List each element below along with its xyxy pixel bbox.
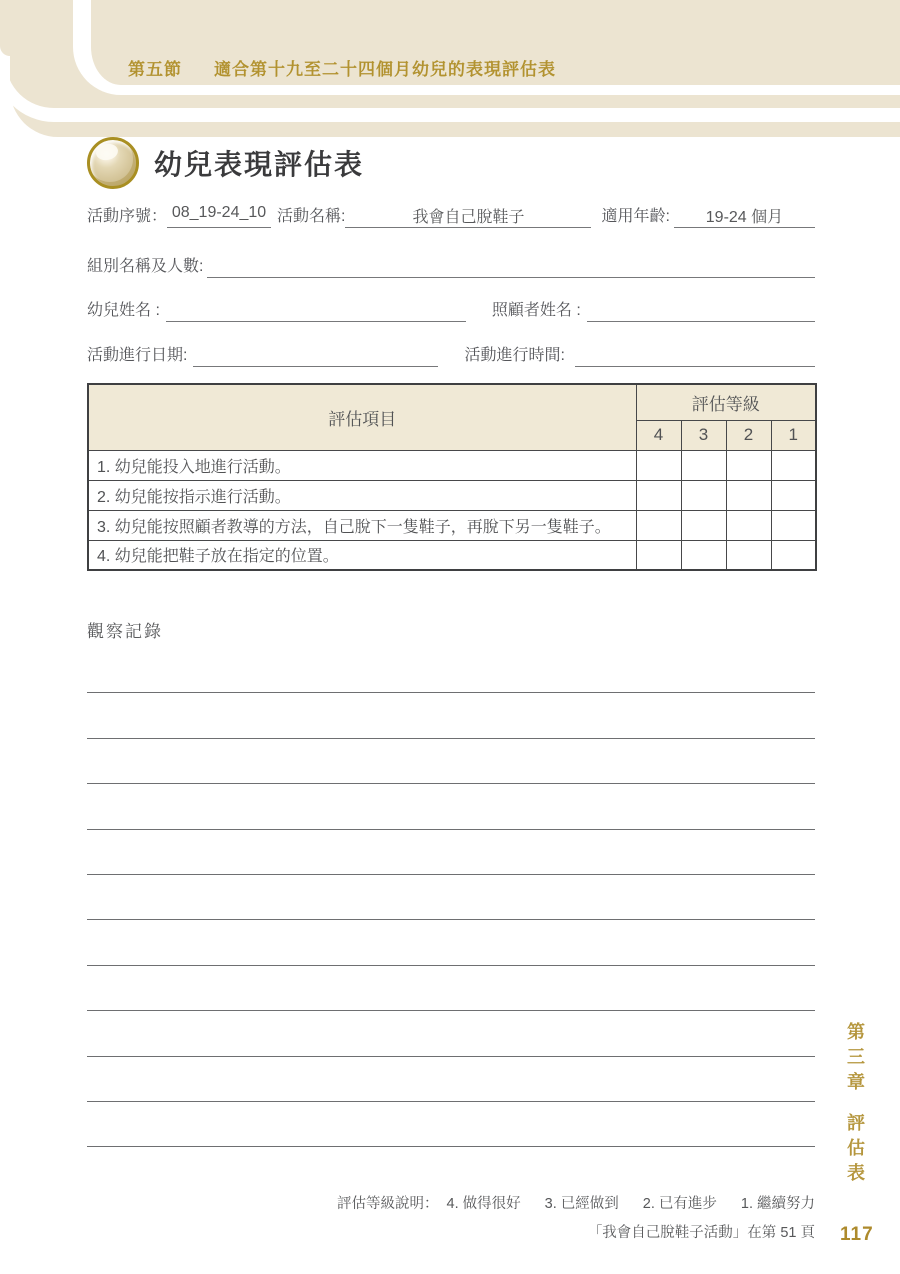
score-cell	[681, 480, 726, 510]
grade-col-4: 4	[636, 420, 681, 450]
age-label: 適用年齡:	[601, 208, 670, 225]
score-cell	[726, 540, 771, 570]
group-blank	[207, 254, 815, 278]
section-header	[128, 55, 556, 80]
activity-page-reference: 「我會自己脫鞋子活動」在第 51 頁	[587, 1225, 815, 1241]
grade-legend-label: 評估等級說明：	[337, 1196, 439, 1212]
activity-name-value: 我會自己脫鞋子	[412, 209, 525, 226]
blank-line	[87, 1011, 815, 1056]
grade-legend-item: 3. 已經做到	[544, 1196, 619, 1212]
blank-line	[87, 648, 815, 693]
grade-legend	[87, 1192, 815, 1213]
score-cell	[636, 450, 681, 480]
form-title-row	[87, 137, 364, 189]
activity-no-blank	[167, 204, 271, 228]
grade-legend-item: 2. 已有進步	[642, 1196, 717, 1212]
score-cell	[726, 510, 771, 540]
grade-col-1: 1	[771, 420, 816, 450]
table-row	[88, 480, 816, 510]
score-cell	[771, 480, 816, 510]
table-row	[88, 510, 816, 540]
date-label: 活動進行日期:	[87, 347, 188, 364]
child-name-label: 幼兒姓名 :	[87, 302, 160, 319]
item-text: 3. 幼兒能按照顧者教導的方法，自己脫下一隻鞋子，再脫下另一隻鞋子。	[88, 510, 636, 540]
score-cell	[681, 540, 726, 570]
section-number: 第五節	[128, 60, 182, 79]
score-cell	[636, 540, 681, 570]
activity-no-label: 活動序號：	[87, 208, 168, 225]
observation-label: 觀察記錄	[87, 622, 163, 641]
form-title: 幼兒表現評估表	[154, 149, 365, 180]
page-number: 117	[840, 1224, 874, 1245]
date-blank	[193, 343, 438, 367]
table-header-items: 評估項目	[88, 384, 636, 450]
blank-line	[87, 966, 815, 1011]
score-cell	[726, 480, 771, 510]
blank-line	[87, 693, 815, 738]
score-cell	[771, 540, 816, 570]
header-corner-patch	[0, 0, 14, 56]
score-cell	[681, 510, 726, 540]
grade-legend-item: 4. 做得很好	[446, 1196, 521, 1212]
group-row	[87, 253, 815, 278]
grade-legend-item: 1. 繼續努力	[740, 1196, 815, 1212]
blank-line	[87, 830, 815, 875]
caregiver-name-label: 照顧者姓名 :	[491, 302, 581, 319]
score-cell	[636, 510, 681, 540]
activity-no-value: 08_19-24_10	[171, 204, 267, 221]
time-blank	[575, 343, 815, 367]
blank-line	[87, 1102, 815, 1147]
item-text: 2. 幼兒能按指示進行活動。	[88, 480, 636, 510]
score-cell	[636, 480, 681, 510]
child-name-blank	[166, 298, 466, 322]
blank-line	[87, 875, 815, 920]
activity-name-blank	[345, 204, 591, 228]
group-label: 組別名稱及人數:	[87, 258, 204, 275]
chapter-section-label: 評估表	[845, 1113, 865, 1188]
score-cell	[726, 450, 771, 480]
assessment-table	[87, 383, 817, 571]
age-blank	[674, 204, 815, 228]
datetime-row	[87, 342, 815, 367]
item-text: 1. 幼兒能投入地進行活動。	[88, 450, 636, 480]
names-row	[87, 297, 815, 322]
age-value: 19-24 個月	[705, 209, 784, 226]
chapter-tab	[842, 1022, 868, 1202]
pearl-bullet-icon	[87, 137, 139, 189]
table-row	[88, 540, 816, 570]
observation-lines	[87, 648, 815, 1147]
blank-line	[87, 920, 815, 965]
activity-row	[87, 203, 815, 228]
caregiver-name-blank	[587, 298, 815, 322]
score-cell	[771, 510, 816, 540]
time-label: 活動進行時間:	[464, 347, 565, 364]
blank-line	[87, 784, 815, 829]
score-cell	[681, 450, 726, 480]
item-text: 4. 幼兒能把鞋子放在指定的位置。	[88, 540, 636, 570]
table-header-grade: 評估等級	[636, 384, 816, 420]
table-row	[88, 450, 816, 480]
header-inner-curve-decoration	[73, 0, 900, 95]
activity-name-label: 活動名稱:	[277, 208, 346, 225]
section-title: 適合第十九至二十四個月幼兒的表現評估表	[214, 60, 556, 79]
grade-col-2: 2	[726, 420, 771, 450]
score-cell	[771, 450, 816, 480]
grade-col-3: 3	[681, 420, 726, 450]
blank-line	[87, 739, 815, 784]
header-band	[0, 0, 900, 137]
chapter-label: 第三章	[845, 1022, 865, 1097]
blank-line	[87, 1057, 815, 1102]
